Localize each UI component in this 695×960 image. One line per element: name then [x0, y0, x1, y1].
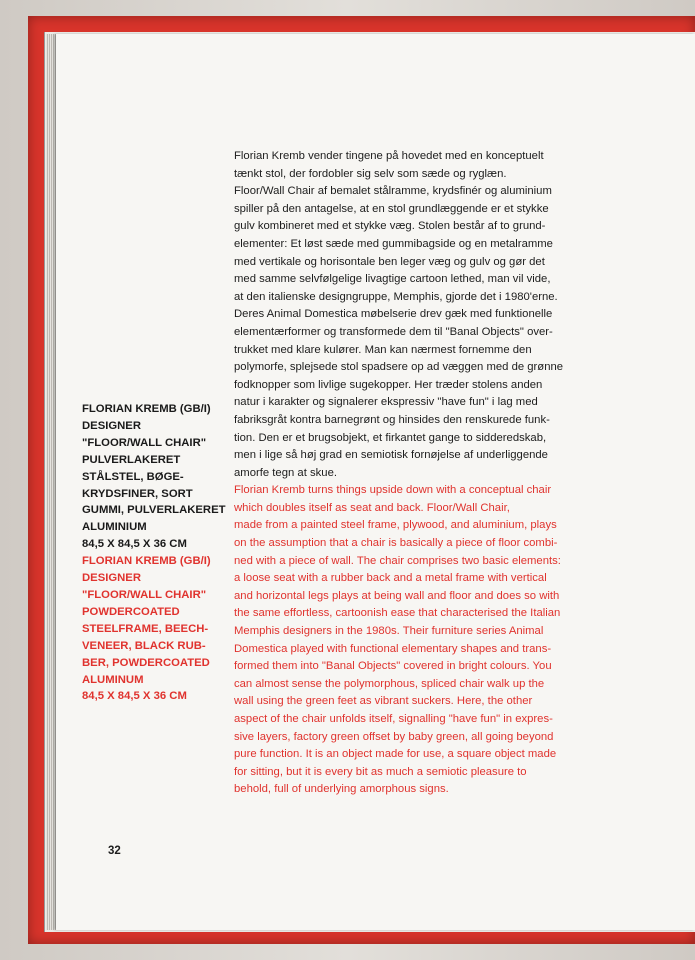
- body-line: polymorfe, splejsede stol spadsere op ad væggen med de grønne: [234, 361, 564, 374]
- body-line: med samme selvfølgelige livagtige cartoon lethed, man vil vide,: [234, 273, 551, 286]
- caption-line: 84,5 X 84,5 X 36 CM: [82, 690, 187, 703]
- page-number: 32: [108, 845, 121, 857]
- body-line: elementærformer og transformede dem til "Banal Objects" over-: [234, 325, 553, 338]
- body-line: Florian Kremb vender tingene på hovedet med en konceptuelt: [234, 150, 544, 162]
- caption-line: "FLOOR/WALL CHAIR": [82, 588, 207, 601]
- body-line: aspect of the chair unfolds itself, signalling "have fun" in expres-: [234, 713, 553, 725]
- body-line: can almost sense the polymorphous, spliced chair walk up the: [234, 677, 545, 690]
- caption-danish: [82, 401, 230, 553]
- body-line: at den italienske designgruppe, Memphis, gjorde det i 1980'erne.: [234, 290, 558, 303]
- page-edges: [46, 34, 56, 930]
- caption-line: POWDERCOATED: [82, 605, 180, 618]
- body-line: Floor/Wall Chair af bemalet stålramme, krydsfinér og aluminium: [234, 185, 552, 198]
- caption-english: [82, 553, 230, 705]
- body-line: sive layers, factory green offset by baby green, all going beyond: [234, 730, 554, 743]
- caption-line: BER, POWDERCOATED: [82, 656, 210, 669]
- caption-line: FLORIAN KREMB (GB/I): [82, 403, 211, 415]
- caption-line: FLORIAN KREMB (GB/I): [82, 555, 211, 568]
- body-line: tænkt stol, der fordobler sig selv som sæde og ryglæn.: [234, 167, 507, 180]
- body-line: med vertikale og horisontale ben leger væg og gulv og gør det: [234, 255, 545, 268]
- body-line: natur i karakter og signalerer ekspressiv "have fun" i lag med: [234, 396, 538, 409]
- body-line: behold, full of underlying amorphous signs.: [234, 783, 449, 796]
- body-line: for sitting, but it is every bit as much a semiotic pleasure to: [234, 765, 527, 778]
- body-line: Domestica played with functional elementary shapes and trans-: [234, 642, 552, 655]
- body-english: [234, 482, 614, 799]
- caption-line: DESIGNER: [82, 419, 142, 432]
- body-line: Deres Animal Domestica møbelserie drev gæk med funktionelle: [234, 308, 553, 321]
- body-line: Florian Kremb turns things upside down with a conceptual chair: [234, 484, 552, 497]
- body-line: fodknopper som livlige sugekopper. Her træder stolens anden: [234, 378, 543, 391]
- body-line: men i lige så høj grad en semiotisk fornøjelse af underliggende: [234, 449, 548, 462]
- body-line: Memphis designers in the 1980s. Their furniture series Animal: [234, 625, 544, 638]
- caption-line: ALUMINIUM: [82, 521, 147, 534]
- caption-line: "FLOOR/WALL CHAIR": [82, 436, 207, 449]
- caption-line: 84,5 X 84,5 X 36 CM: [82, 538, 187, 551]
- body-line: formed them into "Banal Objects" covered in bright colours. You: [234, 660, 552, 673]
- body-line: ned with a piece of wall. The chair comprises two basic elements:: [234, 554, 561, 567]
- caption-sidebar: [82, 401, 230, 705]
- caption-line: KRYDSFINER, SORT: [82, 487, 193, 500]
- caption-line: GUMMI, PULVERLAKERET: [82, 504, 226, 517]
- body-line: trukket med klare kulører. Man kan nærmest fornemme den: [234, 343, 532, 356]
- body-line: which doubles itself as seat and back. Floor/Wall Chair,: [234, 501, 510, 514]
- body-line: on the assumption that a chair is basically a piece of floor combi-: [234, 537, 558, 550]
- body-line: the same effortless, cartoonish ease that characterised the Italian: [234, 607, 561, 620]
- body-line: amorfe tegn at skue.: [234, 466, 337, 479]
- body-line: fabriksgråt kontra barnegrønt og hinsides den renskurede funk-: [234, 413, 550, 426]
- body-line: pure function. It is an object made for use, a square object made: [234, 748, 557, 761]
- body-line: spiller på den antagelse, at en stol grundlæggende er et stykke: [234, 202, 549, 215]
- caption-line: ALUMINUM: [82, 673, 144, 686]
- body-line: made from a painted steel frame, plywood, and aluminium, plays: [234, 519, 557, 532]
- body-line: elementer: Et løst sæde med gummibagside og en metalramme: [234, 237, 553, 250]
- caption-line: STEELFRAME, BEECH-: [82, 622, 209, 635]
- body-line: wall using the green feet as vibrant suckers. Here, the other: [234, 695, 533, 708]
- caption-line: DESIGNER: [82, 572, 142, 585]
- caption-line: STÅLSTEL, BØGE-: [82, 470, 184, 483]
- body-danish: [234, 148, 614, 482]
- body-line: and horizontal legs plays at being wall and floor and does so with: [234, 589, 560, 602]
- body-text: [234, 148, 614, 799]
- body-line: a loose seat with a rubber back and a metal frame with vertical: [234, 572, 547, 585]
- caption-line: VENEER, BLACK RUB-: [82, 639, 206, 652]
- body-line: gulv kombineret med et stykke væg. Stolen består af to grund-: [234, 220, 546, 233]
- caption-line: PULVERLAKERET: [82, 453, 181, 466]
- body-line: tion. Den er et brugsobjekt, et firkantet gange to sidderedskab,: [234, 431, 547, 444]
